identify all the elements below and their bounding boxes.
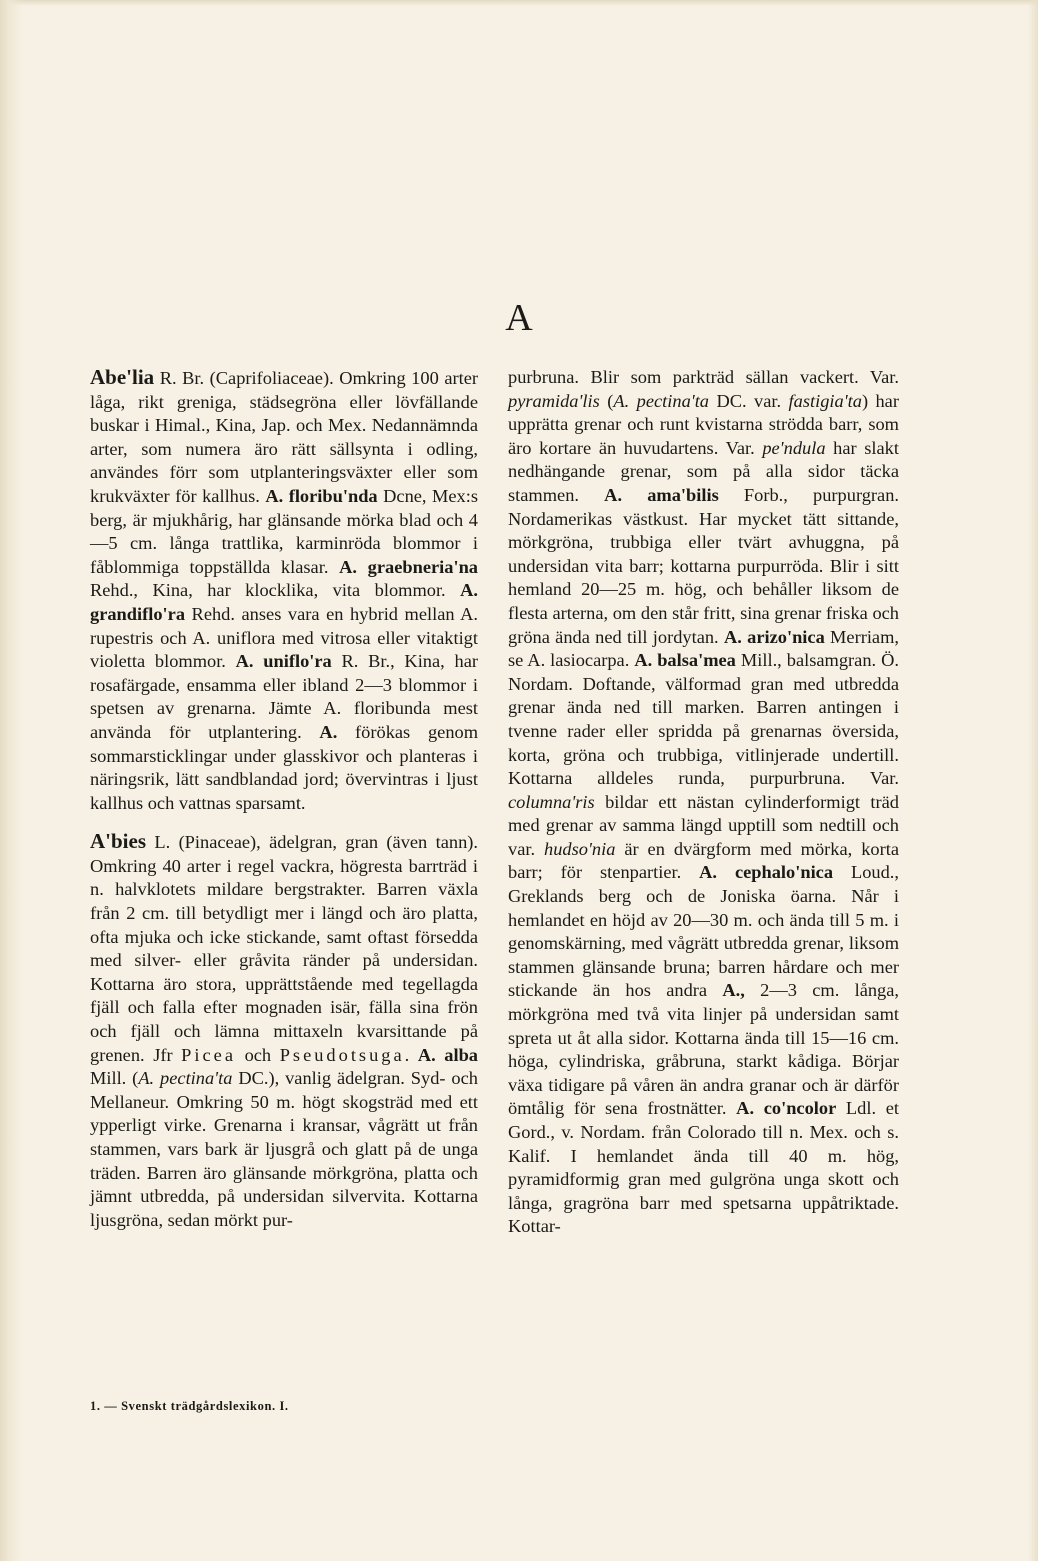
entry-text: R. Br. (Caprifoliaceae). Omkring 100 arter låga, rikt greniga, städsegröna eller lövfällande buskar i Himal., Kina, Jap. och Mex. Nedannämnda arter, som numera äro rätt sällsynta i odling, användes förr som utplanteringsväxter eller som krukväxter för kallhus. — [90, 368, 478, 506]
subentry-name: A., — [722, 980, 745, 1001]
right-column — [508, 366, 899, 1239]
entry-text: purbruna. Blir som parkträd sällan vackert. Var. — [508, 367, 899, 387]
page-edge-right — [1028, 0, 1038, 1561]
synonym-name: A. pectina'ta — [613, 390, 710, 411]
entry-text: R. Br., Kina, har rosafärgade, ensamma eller ibland 2—3 blommor i spetsen av grenarna. Jämte A. floribunda mest använda för utplantering. — [90, 651, 478, 742]
subentry-name: A. ama'bilis — [604, 484, 719, 505]
subentry-name: A. balsa'mea — [634, 650, 736, 671]
subentry-name: A. uniflo'ra — [235, 651, 332, 672]
entry-text: ( — [599, 390, 614, 411]
page-footer: 1. — Svenskt trädgårdslexikon. I. — [90, 1399, 289, 1413]
variety-name: hudso'nia — [544, 838, 616, 859]
entry-text: L. (Pinaceae), ädelgran, gran (även tann). Omkring 40 arter i regel vackra, högresta barrträd i n. halvklotets mildare bergstrakter. Barren växla från 2 cm. till betydligt mer i längd och äro platta, ofta mjuka och icke stickande, samt oftast försedda med silver- eller gråvita ränder på undersidan. Kottarna äro stora, upprättstående med tegellagda fjäll och falla efter mognaden isär, fälla sina frön och fjäll och lämna mittaxeln kvarsittande på grenen. Jfr — [90, 832, 478, 1065]
left-column — [90, 366, 478, 1232]
entry-text: Dcne, Mex:s berg, är mjukhårig, har glänsande mörka blad och 4—5 cm. långa trattlika, karminröda blommor i fåblommiga toppställda klasar. — [90, 485, 478, 577]
cross-reference: Pseudotsuga — [279, 1044, 405, 1065]
entry-lemma-abelia: Abe'lia — [90, 365, 155, 389]
entry-text: DC. var. — [709, 390, 789, 411]
subentry-name: A. graebneria'na — [339, 556, 479, 577]
entry-text: bildar ett nästan cylinderformigt träd med grenar av samma längd upptill som nedtill och var. — [508, 791, 899, 859]
subentry-name: A. arizo'nica — [723, 626, 825, 647]
entry-abelia — [90, 366, 478, 815]
entry-text: Forb., purpurgran. Nordamerikas västkust. Har mycket tätt sittande, mörkgröna, trubbiga eller tvärt avhuggna, på undersidan vita barr; kottarna purpurröda. Blir i sitt hemland 20—25 m. hög, och behåller liksom de flesta arterna, om den står fritt, sina grenar friska och gröna ända ned till jordytan. — [508, 484, 900, 647]
subentry-name: A. cephalo'nica — [699, 862, 834, 883]
entry-text: Mill. ( — [90, 1068, 139, 1089]
synonym-name: A. pectina'ta — [138, 1068, 233, 1089]
entry-text: Rehd. anses vara en hybrid mellan A. rupestris och A. uniflora med vitrosa eller vitaktigt violetta blommor. — [90, 603, 478, 672]
entry-abies-continued — [508, 366, 899, 1239]
subentry-name: A. — [319, 721, 338, 742]
entry-text: är en dvärgform med mörka, korta barr; för stenpartier. — [508, 838, 899, 883]
cross-reference: Picea — [181, 1044, 236, 1065]
page-edge-top — [0, 0, 1038, 6]
entry-text: Merriam, se A. lasiocarpa. — [508, 626, 899, 671]
entry-text: förökas genom sommarsticklingar under glasskivor och planteras i näringsrik, lätt sandblandad jord; övervintras i ljust kallhus och vattnas sparsamt. — [90, 721, 479, 813]
subentry-name: A. alba — [417, 1044, 478, 1065]
entry-text: har slakt nedhängande grenar, som på alla sidor täcka stammen. — [508, 437, 899, 505]
variety-name: fastigia'ta — [788, 390, 862, 411]
subentry-name: A. grandiflo'ra — [90, 580, 478, 624]
subentry-name: A. co'ncolor — [736, 1098, 837, 1119]
entry-abies — [90, 830, 478, 1232]
page-edge-left — [0, 0, 22, 1561]
variety-name: pyramida'lis — [508, 390, 600, 411]
entry-text: och — [236, 1044, 280, 1065]
variety-name: pe'ndula — [762, 437, 826, 458]
entry-text: Mill., balsamgran. Ö. Nordam. Doftande, välformad gran med utbredda grenar ända ned till marken. Barren antingen i tvenne rader eller spridda på grenarnas översida, korta, gröna och trubbiga, vitlinjerade undertill. Kottarna alldeles runda, purpurbruna. Var. — [508, 650, 900, 789]
section-letter: A — [505, 297, 533, 339]
entry-text: . — [404, 1044, 418, 1065]
entry-text: DC.), vanlig ädelgran. Syd- och Mellaneur. Omkring 50 m. högt skogsträd med ett ypperligt virke. Grenarna i kransar, vågrätt ut från stammen, vars bark är ljusgrå och glatt på de unga träden. Barren äro glänsande mörkgröna, platta och jämnt utbredda, på undersidan silvervita. Kottarna ljusgröna, sedan mörkt pur- — [90, 1068, 478, 1230]
entry-text: Ldl. et Gord., v. Nordam. från Colorado till n. Mex. och s. Kalif. I hemlandet ända till 40 m. hög, pyramidformig gran med gulgröna unga skott och långa, gragröna barr med spetsarna uppåtriktade. Kottar- — [508, 1098, 900, 1237]
entry-text: Rehd., Kina, har klocklika, vita blommor. — [90, 580, 461, 601]
entry-text: 2—3 cm. långa, mörkgröna med två vita linjer på undersidan samt spreta ut åt alla sidor. Kottarna ända till 15—16 cm. höga, cylindriska, gråbruna, starkt kådiga. Börjar växa tidigare på våren än andra granar och är därför ömtålig för sena frostnätter. — [508, 980, 900, 1119]
entry-text: ) har upprätta grenar och runt kvistarna strödda barr, som äro kortare än huvudartens. Var. — [508, 390, 899, 458]
variety-name: columna'ris — [508, 791, 595, 812]
subentry-name: A. floribu'nda — [265, 485, 378, 506]
entry-lemma-abies: A'bies — [90, 829, 147, 854]
entry-text: Loud., Greklands berg och de Joniska öarna. Når i hemlandet en höjd av 20—30 m. och ända till 5 m. i genomskärning, med vågrätt utbredda grenar, liksom stammen glänsande bruna; barren hårdare och mer stickande än hos andra — [508, 862, 899, 1001]
